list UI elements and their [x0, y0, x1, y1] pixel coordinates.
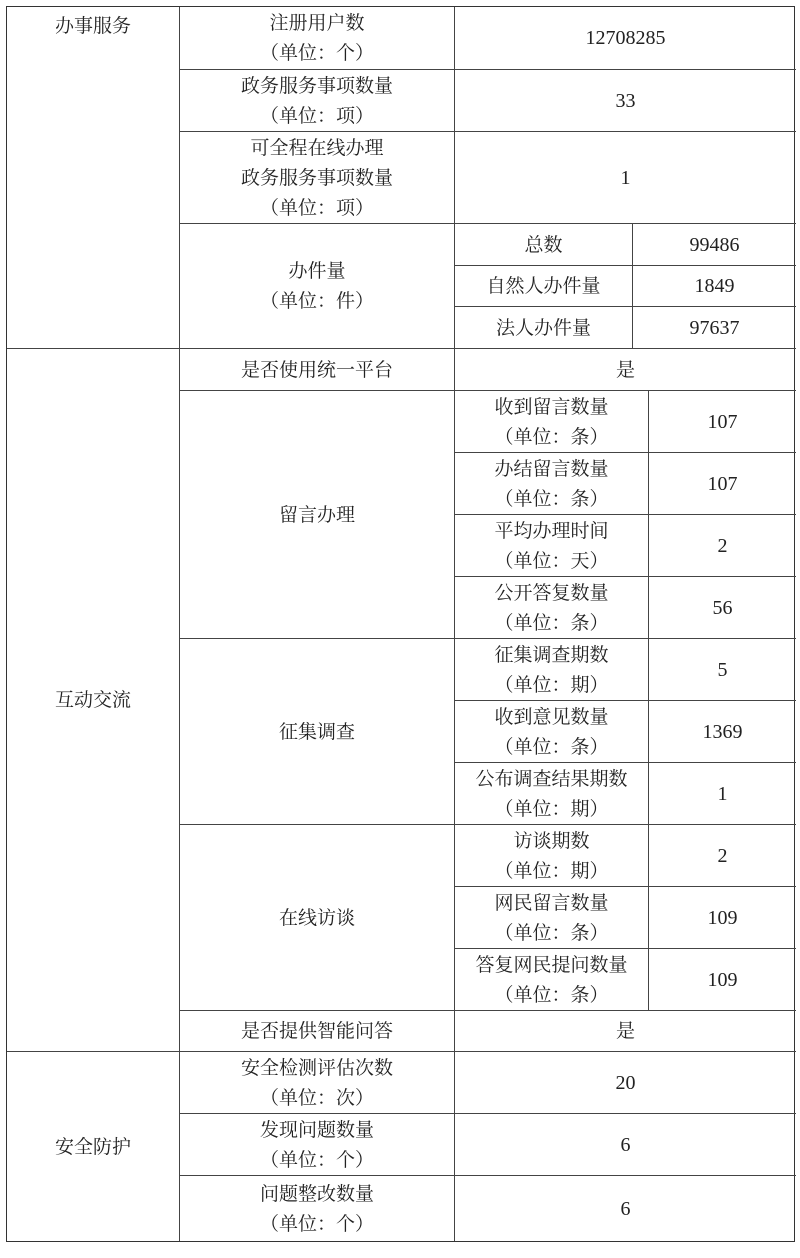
label: 可全程在线办理 [250, 136, 384, 159]
unit: （单位：条） [494, 611, 609, 634]
smart-qa-label [180, 1011, 455, 1052]
messages-row-label [455, 515, 649, 577]
value: 是 [615, 1020, 635, 1042]
messages-row-value [649, 515, 796, 577]
label: 法人办件量 [495, 316, 591, 339]
unit: （单位：期） [494, 673, 609, 696]
section-label: 安全防护 [54, 1135, 131, 1158]
value: 1369 [702, 720, 743, 743]
value: 33 [615, 89, 636, 112]
messages-row-label [455, 391, 649, 453]
service-items-label [180, 70, 455, 132]
value: 1 [620, 166, 631, 189]
survey-row-value [649, 763, 796, 825]
section-service-title [7, 7, 180, 349]
online-items-label [180, 132, 455, 224]
survey-group-label [180, 639, 455, 825]
survey-row-value [649, 701, 796, 763]
section-label: 办事服务 [54, 15, 131, 37]
unified-platform-value [455, 349, 796, 391]
cases-total-label [455, 224, 633, 266]
cases-natural-value [633, 266, 796, 307]
label: 是否提供智能问答 [240, 1020, 393, 1042]
label: 总数 [524, 233, 563, 256]
interview-row-label [455, 949, 649, 1011]
unit: （单位：项） [259, 196, 374, 219]
label: 平均办理时间 [494, 519, 609, 542]
interview-row-value [649, 825, 796, 887]
survey-row-label [455, 763, 649, 825]
unit: （单位：条） [494, 735, 609, 758]
messages-row-label [455, 453, 649, 515]
messages-row-value [649, 391, 796, 453]
value: 2 [717, 844, 728, 867]
value: 99486 [689, 233, 740, 256]
label: 收到留言数量 [494, 395, 609, 418]
online-items-value [455, 132, 796, 224]
unit: （单位：期） [494, 859, 609, 882]
section-interaction-title [7, 349, 180, 1052]
unit: （单位：件） [259, 290, 374, 312]
label: 答复网民提问数量 [475, 953, 628, 976]
interview-row-value [649, 887, 796, 949]
label: 安全检测评估次数 [240, 1056, 393, 1079]
interview-row-label [455, 825, 649, 887]
interview-row-value [649, 949, 796, 1011]
label: 网民留言数量 [494, 891, 609, 914]
security-row-value [455, 1052, 796, 1114]
unit: （单位：个） [259, 1148, 374, 1171]
value: 5 [717, 658, 728, 681]
unit: （单位：次） [259, 1086, 374, 1109]
label: 办件量 [288, 260, 346, 282]
value: 20 [615, 1071, 636, 1094]
survey-row-value [649, 639, 796, 701]
survey-row-label [455, 639, 649, 701]
security-row-label [180, 1176, 455, 1241]
label: 征集调查期数 [494, 643, 609, 666]
label: 公布调查结果期数 [475, 767, 628, 790]
value: 2 [717, 534, 728, 557]
cases-total-value [633, 224, 796, 266]
label: 访谈期数 [513, 829, 590, 852]
registered-users-value [455, 7, 796, 70]
value: 12708285 [585, 27, 666, 49]
value: 56 [712, 596, 733, 619]
unit: （单位：项） [259, 104, 374, 127]
value: 109 [707, 968, 738, 991]
unit: （单位：天） [494, 549, 609, 572]
label: 自然人办件量 [486, 275, 601, 297]
value: 109 [707, 906, 738, 929]
unit: （单位：条） [494, 425, 609, 448]
registered-users-label [180, 7, 455, 70]
unit: （单位：个） [259, 42, 374, 64]
label: 征集调查 [278, 720, 355, 743]
security-row-label [180, 1114, 455, 1176]
security-row-value [455, 1176, 796, 1241]
value: 107 [707, 472, 738, 495]
cases-natural-label [455, 266, 633, 307]
value: 6 [620, 1133, 631, 1156]
unit: （单位：条） [494, 983, 609, 1006]
label: 公开答复数量 [494, 581, 609, 604]
security-row-label [180, 1052, 455, 1114]
unit: （单位：个） [259, 1212, 374, 1235]
label: 留言办理 [278, 503, 355, 526]
value: 1849 [694, 275, 735, 297]
label: 收到意见数量 [494, 705, 609, 728]
unit: （单位：条） [494, 921, 609, 944]
value: 1 [717, 782, 728, 805]
messages-row-value [649, 453, 796, 515]
messages-row-value [649, 577, 796, 639]
interview-group-label [180, 825, 455, 1011]
label: 是否使用统一平台 [240, 358, 393, 381]
cases-legal-label [455, 307, 633, 349]
service-items-value [455, 70, 796, 132]
label: 问题整改数量 [259, 1182, 374, 1205]
messages-group-label [180, 391, 455, 639]
label: 注册用户数 [269, 12, 365, 34]
survey-row-label [455, 701, 649, 763]
label: 发现问题数量 [259, 1118, 374, 1141]
value: 97637 [689, 316, 740, 339]
interview-row-label [455, 887, 649, 949]
cases-legal-value [633, 307, 796, 349]
label: 政务服务事项数量 [240, 166, 393, 189]
value: 是 [615, 358, 635, 381]
section-label: 互动交流 [54, 689, 131, 711]
unified-platform-label [180, 349, 455, 391]
cases-label [180, 224, 455, 349]
statistics-table [6, 6, 795, 1242]
label: 办结留言数量 [494, 457, 609, 480]
unit: （单位：条） [494, 487, 609, 510]
security-row-value [455, 1114, 796, 1176]
unit: （单位：期） [494, 797, 609, 820]
value: 107 [707, 410, 738, 433]
label: 在线访谈 [278, 906, 355, 929]
section-security-title [7, 1052, 180, 1241]
messages-row-label [455, 577, 649, 639]
value: 6 [620, 1197, 631, 1220]
label: 政务服务事项数量 [240, 74, 393, 97]
smart-qa-value [455, 1011, 796, 1052]
